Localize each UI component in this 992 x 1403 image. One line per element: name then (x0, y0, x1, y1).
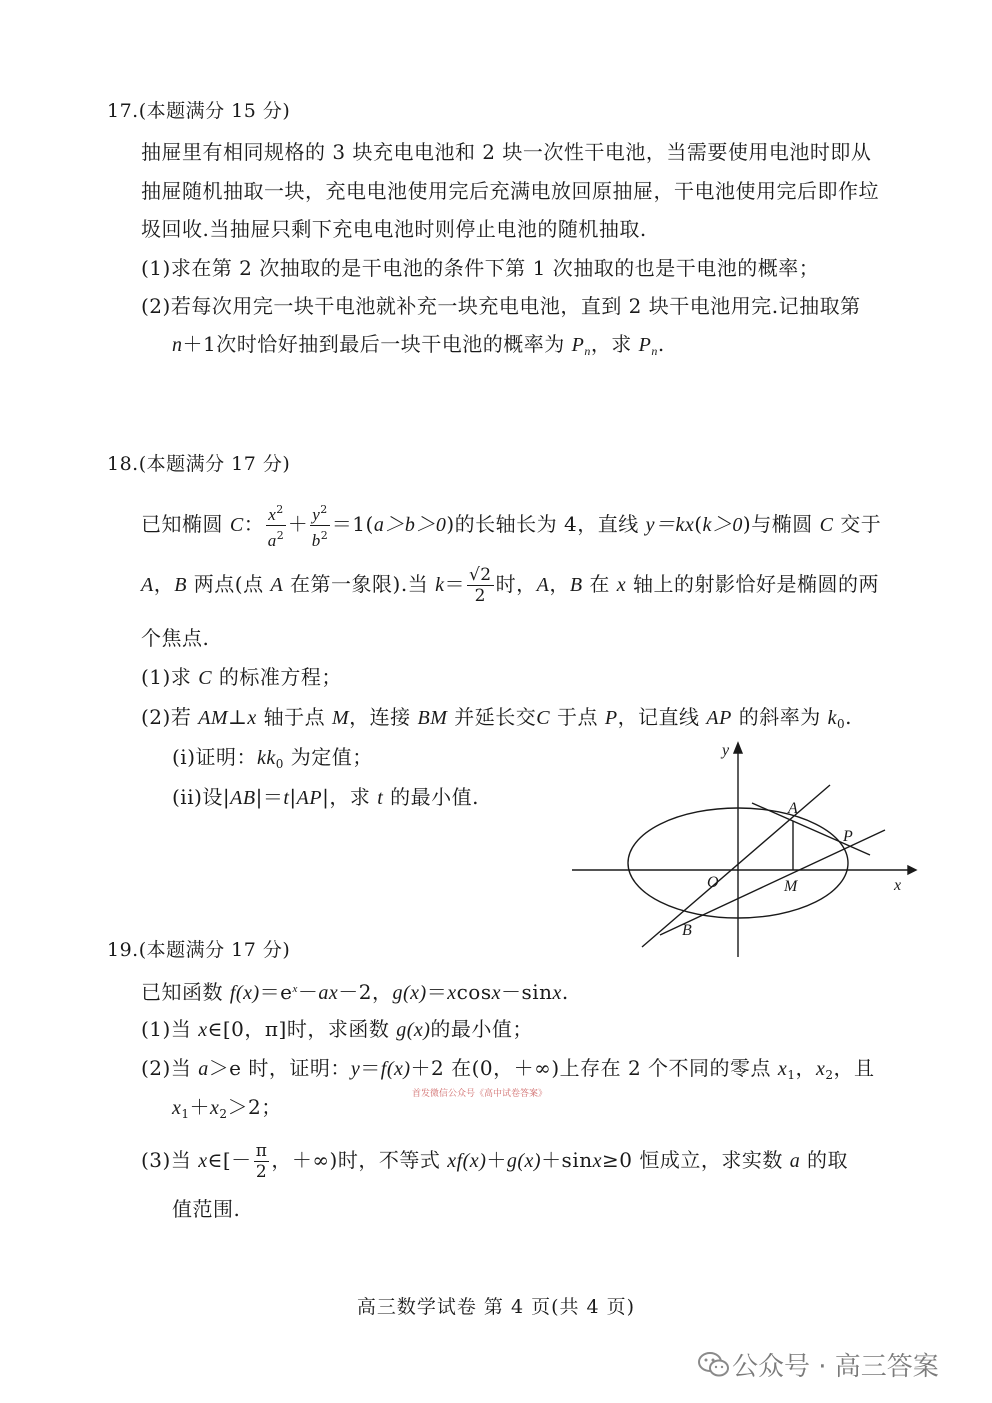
line-y-kx (642, 785, 830, 947)
var-AP: AP (296, 787, 323, 809)
var-AB: AB (230, 787, 256, 809)
text: 的最小值. (383, 785, 479, 809)
q17-text-line3: 圾回收.当抽屉只剩下充电电池时则停止电池的随机抽取. (141, 217, 647, 241)
sub-1: 1 (787, 1068, 796, 1082)
exp-2: 2 (320, 503, 328, 516)
text: ，＋∞)时，不等式 (271, 1148, 448, 1172)
var-a: a (198, 1058, 209, 1080)
var-x: x (552, 982, 562, 1004)
label-y: y (722, 742, 730, 759)
text: . (561, 980, 569, 1004)
var-a: a (267, 531, 277, 550)
text: ＝ (426, 980, 448, 1004)
q17-text-line2: 抽屉随机抽取一块，充电电池使用完后充满电放回原抽屉，干电池使用完后即作垃 (141, 179, 879, 203)
sub-2: 2 (219, 1107, 228, 1121)
text: 已知函数 (141, 980, 230, 1004)
label-P: P (843, 828, 853, 845)
label-B: B (682, 922, 692, 939)
q19-part2-line2 (172, 1094, 282, 1127)
var-x: x (198, 1019, 208, 1041)
exp-2: 2 (320, 529, 329, 542)
func-f: f(x) (380, 1058, 411, 1080)
var-x: x (247, 707, 257, 729)
var-A: A (536, 574, 550, 596)
var-A: A (141, 574, 154, 596)
q18-part1 (141, 664, 342, 691)
text: ＝ (360, 1056, 381, 1080)
var-x: x (198, 1150, 208, 1172)
text: ＋ (287, 512, 309, 536)
q18-part2-i (172, 744, 373, 777)
text: (2)若 (141, 705, 199, 729)
var-A: A (270, 574, 284, 596)
text: (ii)设| (172, 785, 231, 809)
text: ， (549, 572, 570, 596)
numerator: π (255, 1141, 268, 1161)
var-C: C (536, 707, 551, 729)
condition: a＞b＞0 (373, 514, 447, 536)
wechat-icon (698, 1351, 730, 1379)
text: ＋1次时恰好抽到最后一块干电池的概率为 (182, 332, 572, 356)
text: 时， (495, 572, 537, 596)
text: ＋ (189, 1095, 211, 1119)
text: 轴上的射影恰好是椭圆的两 (626, 572, 880, 596)
numerator: √2 (468, 565, 492, 585)
text: (i)证明： (172, 745, 258, 769)
label-M: M (784, 878, 798, 895)
var-x: x (616, 574, 627, 596)
var-x: x (172, 1097, 182, 1119)
text: | (289, 785, 297, 809)
func-g: g(x) (392, 982, 427, 1004)
q18-line1 (141, 500, 881, 551)
text: 轴于点 (256, 705, 332, 729)
text: ＋ (486, 1148, 507, 1172)
fraction-sqrt2-2 (467, 565, 494, 606)
func-f: f(x) (229, 982, 260, 1004)
var-B: B (174, 574, 187, 596)
text: 的标准方程； (212, 665, 342, 689)
sub-n: n (651, 344, 658, 358)
line-BM-P (660, 830, 885, 935)
var-AM: AM (198, 707, 229, 729)
var-x: x (447, 1150, 457, 1172)
q17-part1: (1)求在第 2 次抽取的是干电池的条件下第 1 次抽取的也是干电池的概率； (141, 256, 820, 280)
var-C: C (229, 514, 244, 536)
text: － (297, 980, 319, 1004)
q19-heading: 19.(本题满分 17 分) (107, 939, 291, 961)
var-C: C (198, 667, 213, 689)
exp-x: x (292, 983, 298, 995)
var-k: k (827, 707, 837, 729)
q18-line2 (141, 564, 879, 606)
text: ，且 (833, 1056, 875, 1080)
exp-2: 2 (276, 529, 285, 542)
text: ＝ (444, 572, 465, 596)
q19-part2-line1 (141, 1055, 874, 1088)
q19-part1 (141, 1016, 533, 1043)
var-x: x (447, 982, 457, 1004)
denominator: 2 (474, 586, 486, 606)
x-axis-arrow (908, 866, 916, 874)
text: －sin (500, 980, 553, 1004)
text: |＝ (255, 785, 284, 809)
text: 的最小值； (430, 1017, 533, 1041)
text: )的长轴长为 4，直线 (446, 512, 646, 536)
text: ( (694, 512, 703, 536)
var-x: x (592, 1150, 602, 1172)
var-x: x (777, 1058, 788, 1080)
text: (1)当 (141, 1017, 199, 1041)
q18-heading: 18.(本题满分 17 分) (107, 453, 291, 475)
var-P: P (571, 334, 585, 356)
q17-part2-line1: (2)若每次用完一块干电池就补充一块充电电池，直到 2 块干电池用完.记抽取第 (141, 294, 861, 318)
fraction-pi-2 (254, 1141, 270, 1182)
var-P: P (604, 707, 618, 729)
exp-2: 2 (276, 503, 284, 516)
text: (1)求 (141, 665, 199, 689)
text: . (845, 705, 852, 729)
var-y: y (312, 505, 321, 524)
var-b: b (311, 531, 321, 550)
text: ，求 (590, 332, 639, 356)
q17-part2-line2 (172, 331, 665, 364)
var-a: a (789, 1150, 801, 1172)
text: ＋2 在(0，＋∞)上存在 2 个不同的零点 (410, 1056, 778, 1080)
q18-line3: 个焦点. (141, 626, 210, 650)
text: ∈[0，π]时，求函数 (207, 1017, 397, 1041)
ellipse-figure (560, 735, 920, 965)
k-condition: k＞0 (702, 514, 743, 536)
text: 在第一象限).当 (283, 572, 436, 596)
var-x: x (268, 505, 277, 524)
page-footer: 高三数学试卷 第 4 页(共 4 页) (356, 1296, 636, 1318)
sub-0: 0 (275, 757, 284, 771)
line-equation: y＝kx (645, 514, 695, 536)
text: ＝1( (331, 512, 374, 536)
q17-heading: 17.(本题满分 15 分) (107, 100, 291, 122)
text: ，连接 (349, 705, 418, 729)
q18-part2 (141, 704, 852, 737)
var-M: M (332, 707, 350, 729)
var-k: k (435, 574, 445, 596)
func-g: g(x) (396, 1019, 431, 1041)
text: 交于 (833, 512, 882, 536)
text: 并延长交 (447, 705, 537, 729)
var-AP: AP (706, 707, 732, 729)
text: ＋sin (541, 1148, 593, 1172)
var-n: n (172, 334, 183, 356)
text: ， (153, 572, 175, 596)
text: ＞2； (227, 1095, 282, 1119)
text: 在 (582, 572, 617, 596)
text: |，求 (322, 785, 378, 809)
fraction-x2-a2 (266, 500, 286, 551)
var-B: B (569, 574, 583, 596)
text: ，记直线 (617, 705, 707, 729)
denominator: 2 (255, 1162, 268, 1182)
text: ， (795, 1056, 816, 1080)
label-A: A (788, 800, 798, 817)
func-f: f(x) (456, 1150, 487, 1172)
var-t: t (283, 787, 290, 809)
text: (3)当 (141, 1148, 199, 1172)
var-y: y (350, 1058, 361, 1080)
func-g: g(x) (506, 1150, 542, 1172)
var-P: P (638, 334, 652, 356)
sub-0: 0 (836, 717, 846, 731)
q18-part2-ii (172, 784, 479, 811)
text: ： (243, 512, 265, 536)
sub-n: n (584, 344, 591, 358)
text: cos (456, 980, 492, 1004)
q19-part3-line1 (141, 1140, 848, 1182)
text: . (657, 332, 665, 356)
text: ＞e 时，证明： (208, 1056, 351, 1080)
text: －2， (338, 980, 393, 1004)
y-axis-arrow (734, 743, 742, 753)
var-x: x (491, 982, 501, 1004)
q19-part3-line2: 值范围. (172, 1197, 241, 1221)
var-ax: ax (318, 982, 339, 1004)
text: 于点 (550, 705, 605, 729)
perp-symbol: ⊥ (228, 705, 248, 729)
text: 的斜率为 (731, 705, 828, 729)
var-kk: kk (257, 747, 276, 769)
text: ≥0 恒成立，求实数 (602, 1148, 790, 1172)
var-BM: BM (417, 707, 448, 729)
var-x: x (210, 1097, 220, 1119)
watermark-note: 首发微信公众号《高中试卷答案》 (412, 1089, 548, 1099)
brand-watermark: 公众号 · 高三答案 (732, 1352, 939, 1382)
label-O: O (707, 874, 719, 891)
text: 两点(点 (186, 572, 271, 596)
text: ＝e (259, 980, 293, 1004)
sub-2: 2 (825, 1068, 834, 1082)
var-t: t (377, 787, 384, 809)
text: )与椭圆 (742, 512, 820, 536)
fraction-y2-b2 (310, 500, 330, 551)
text: 的取 (800, 1148, 849, 1172)
text: ∈[－ (207, 1148, 252, 1172)
text: 为定值； (283, 745, 373, 769)
q19-line1 (141, 976, 569, 1006)
text: 已知椭圆 (141, 512, 230, 536)
var-x: x (815, 1058, 826, 1080)
sub-1: 1 (181, 1107, 190, 1121)
var-C: C (819, 514, 834, 536)
label-x: x (894, 877, 902, 894)
q17-text-line1: 抽屉里有相同规格的 3 块充电电池和 2 块一次性干电池，当需要使用电池时即从 (141, 140, 872, 164)
text: (2)当 (141, 1056, 199, 1080)
